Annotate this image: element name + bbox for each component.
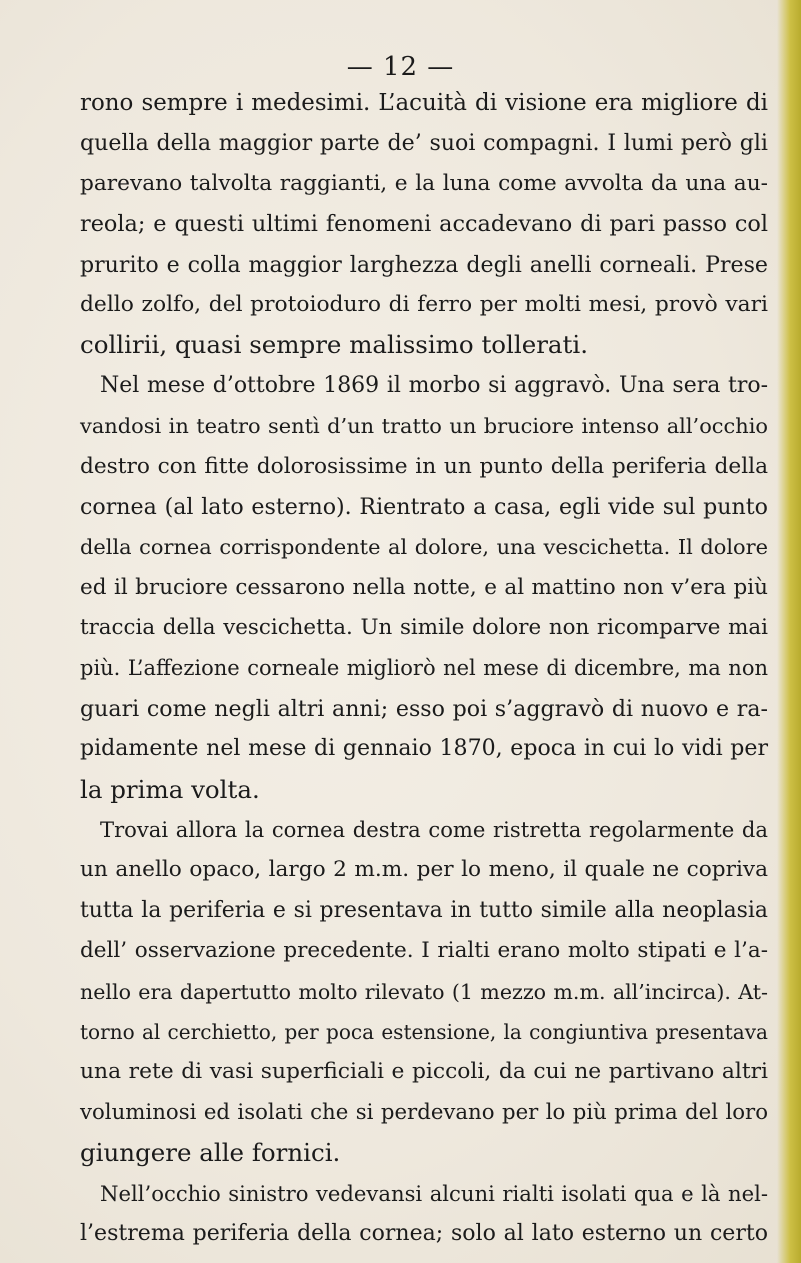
text-line: vandosi in teatro sentì d’un tratto un bruciore intenso all’occhio bbox=[80, 414, 768, 439]
page-edge-shadow bbox=[777, 0, 801, 1263]
text-line: collirii, quasi sempre malissimo tollerati. bbox=[80, 330, 589, 360]
text-line: tutta la periferia e si presentava in tutto simile alla neoplasia bbox=[80, 897, 768, 923]
text-line: dell’ osservazione precedente. I rialti erano molto stipati e l’a- bbox=[80, 938, 768, 964]
text-line: parevano talvolta raggianti, e la luna come avvolta da una au- bbox=[80, 170, 768, 196]
text-line: una rete di vasi superficiali e piccoli, da cui ne partivano altri bbox=[80, 1059, 768, 1085]
text-line: reola; e questi ultimi fenomeni accadevano di pari passo col bbox=[80, 211, 768, 238]
text-line: destro con fitte dolorosissime in un punto della periferia della bbox=[80, 453, 768, 479]
text-line: prurito e colla maggior larghezza degli anelli corneali. Prese bbox=[80, 251, 768, 278]
text-line: un anello opaco, largo 2 m.m. per lo meno, il quale ne copriva bbox=[80, 857, 768, 883]
text-line: la prima volta. bbox=[80, 774, 260, 804]
text-line: dello zolfo, del protoioduro di ferro per molti mesi, provò vari bbox=[80, 291, 768, 317]
text-line: ed il bruciore cessarono nella notte, e al mattino non v’era più bbox=[80, 574, 768, 600]
text-line: della cornea corrispondente al dolore, una vescichetta. Il dolore bbox=[80, 535, 768, 560]
text-line: più. L’affezione corneale migliorò nel mese di dicembre, ma non bbox=[80, 655, 768, 681]
text-line: rono sempre i medesimi. L’acuità di visione era migliore di bbox=[80, 90, 768, 116]
text-line: Nel mese d’ottobre 1869 il morbo si aggravò. Una sera tro- bbox=[100, 372, 768, 398]
page-number: — 12 — bbox=[346, 52, 455, 82]
text-line: nello era dapertutto molto rilevato (1 mezzo m.m. all’incirca). At- bbox=[80, 979, 768, 1004]
text-line: quella della maggior parte de’ suoi compagni. I lumi però gli bbox=[80, 130, 768, 157]
text-line: guari come negli altri anni; esso poi s’aggravò di nuovo e ra- bbox=[80, 695, 768, 722]
text-line: traccia della vescichetta. Un simile dolore non ricomparve mai bbox=[80, 615, 768, 641]
body-text bbox=[80, 83, 768, 1254]
text-line: pidamente nel mese di gennaio 1870, epoca in cui lo vidi per bbox=[80, 736, 768, 762]
text-line: voluminosi ed isolati che si perdevano per lo più prima del loro bbox=[80, 1099, 768, 1125]
text-line: Trovai allora la cornea destra come ristretta regolarmente da bbox=[100, 817, 768, 843]
text-line: cornea (al lato esterno). Rientrato a casa, egli vide sul punto bbox=[80, 493, 768, 520]
text-line: Nell’occhio sinistro vedevansi alcuni rialti isolati qua e là nel- bbox=[100, 1180, 768, 1206]
text-line: torno al cerchietto, per poca estensione, la congiuntiva presentava bbox=[80, 1019, 768, 1044]
text-line: l’estrema periferia della cornea; solo al lato esterno un certo bbox=[80, 1220, 768, 1246]
text-line: giungere alle fornici. bbox=[80, 1138, 341, 1168]
